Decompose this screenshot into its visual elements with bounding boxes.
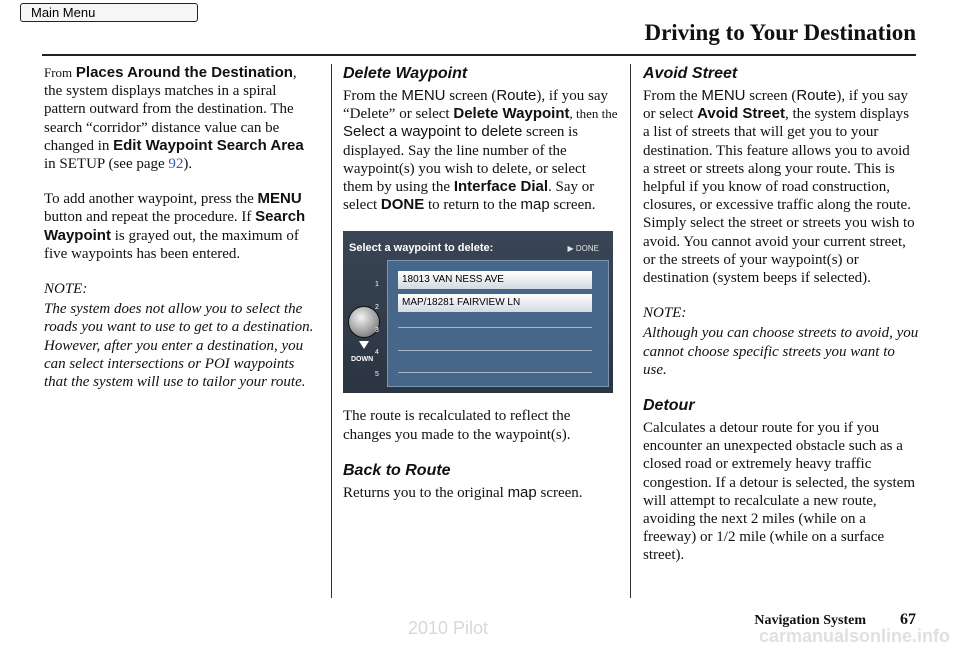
footer-model-label: 2010 Pilot (408, 618, 489, 638)
ui-label-menu: MENU (701, 87, 746, 104)
ui-label-map: map (520, 196, 550, 214)
ui-label-select-waypoint-screen: Select a waypoint to delete (343, 123, 523, 141)
text: . Say or select (343, 179, 595, 214)
text: To add another waypoint, press the (44, 191, 254, 208)
empty-row (398, 350, 592, 351)
ui-label-interface-dial: Interface Dial (453, 178, 549, 196)
note-text: The system does not allow you to select the roads you want to use to get to a destination. However, after you enter a destination, you can select intersections or POI waypoints that the system will use to tailor your route. (44, 301, 314, 391)
page-link[interactable]: 92 (168, 156, 184, 173)
waypoint-row: MAP/18281 FAIRVIEW LN (398, 294, 592, 312)
text: button and repeat the procedure. If (44, 209, 252, 226)
text: screen. (553, 197, 596, 214)
paragraph-recalculated: The route is recalculated to reflect the changes you made to the waypoint(s). (343, 408, 571, 443)
ui-label-places-around: Places Around the Destination (75, 64, 293, 81)
waypoint-row: 18013 VAN NESS AVE (398, 271, 592, 289)
paragraph-places-around (44, 64, 318, 173)
paragraph-delete-waypoint (343, 87, 619, 214)
heading-delete-waypoint: Delete Waypoint (343, 65, 468, 82)
text: to return to the (428, 197, 517, 214)
footer-section-label: Navigation System (754, 613, 866, 628)
text: , then the (569, 106, 618, 122)
empty-row (398, 372, 592, 373)
heading-avoid-street: Avoid Street (643, 65, 738, 82)
text: in SETUP (see page (44, 156, 165, 173)
ui-label-edit-waypoint: Edit Waypoint Search Area (113, 136, 304, 154)
row-number: 4 (375, 349, 379, 357)
ui-label-done: DONE (380, 196, 425, 214)
ui-label-search-waypoint: Search Waypoint (44, 208, 306, 244)
ui-label-menu: MENU (401, 87, 446, 104)
text: ), if you say or select (643, 88, 909, 123)
paragraph-add-waypoint (44, 190, 318, 263)
paragraph-detour: Calculates a detour route for you if you encounter an unexpected obstacle such as a closed road or extremely heavy traffic congestion. If a detour is selected, the system will attempt to recalculate a new route, avoiding the next 2 miles (while on a freeway) or 1/2 mile (while on a surface street). (643, 420, 916, 564)
row-number: 3 (375, 327, 379, 335)
text: From (44, 65, 73, 80)
column-left (44, 64, 318, 408)
heading-detour: Detour (643, 397, 695, 415)
text: screen. (540, 484, 583, 501)
paragraph-avoid-street (643, 87, 919, 287)
column-middle (343, 64, 619, 519)
heading-back-to-route: Back to Route (343, 461, 451, 479)
screenshot-title: Select a waypoint to delete: (349, 242, 494, 255)
column-divider (331, 64, 332, 598)
note-label: NOTE: (643, 305, 687, 322)
ui-label-route: Route (496, 87, 537, 104)
ui-label-map: map (507, 483, 537, 501)
page-number: 67 (900, 611, 916, 628)
down-arrow-icon (359, 341, 369, 349)
row-number: 5 (375, 371, 379, 379)
ui-label-delete-waypoint: Delete Waypoint (453, 105, 570, 123)
text: is grayed out, the maximum of five waypoints has been entered. (44, 227, 299, 262)
text: , the system displays a list of streets that will get you to your destination. This feature allows you to avoid a street or streets along your route. This is helpful if you know of road construction, closures, or excessive traffic along the route. Simply select the street or streets you wish to avoid. You cannot avoid your current street, or the streets of your waypoint(s) or destination (system beeps if selected). (643, 106, 915, 287)
ui-label-route: Route (796, 87, 837, 104)
note-label: NOTE: (44, 281, 88, 298)
text: screen is displayed. Say the line number of the waypoint(s) you wish to delete, or select them by using the (343, 124, 586, 196)
row-number: 1 (375, 281, 379, 289)
column-divider (630, 64, 631, 598)
note-text: Although you can choose streets to avoid, you cannot choose specific streets you want to use. (643, 325, 919, 378)
text: screen ( (449, 88, 497, 104)
screenshot-done-label: ▶ DONE (567, 244, 599, 254)
paragraph-back-to-route (343, 484, 619, 502)
text: ). (183, 156, 193, 173)
ui-label-avoid-street: Avoid Street (697, 105, 785, 123)
screenshot-down-label: DOWN (351, 356, 374, 364)
text: From the (343, 88, 398, 104)
header-divider (42, 54, 916, 56)
text: screen ( (749, 88, 797, 104)
waypoint-list (387, 260, 609, 387)
column-right (643, 64, 919, 582)
text: From the (643, 88, 698, 104)
watermark: carmanualsonline.info (758, 626, 950, 646)
ui-label-menu: MENU (257, 190, 302, 208)
empty-row (398, 327, 592, 328)
navigation-screenshot (343, 231, 613, 393)
text: Returns you to the original (343, 484, 504, 501)
row-number: 2 (375, 304, 379, 312)
page-title: Driving to Your Destination (644, 20, 916, 45)
text: ), if you say “Delete” or select (343, 88, 609, 123)
main-menu-button[interactable]: Main Menu (20, 3, 198, 22)
text: , the system displays matches in a spiral pattern outward from the destination. The search “corridor” distance value can be changed in (44, 65, 297, 154)
